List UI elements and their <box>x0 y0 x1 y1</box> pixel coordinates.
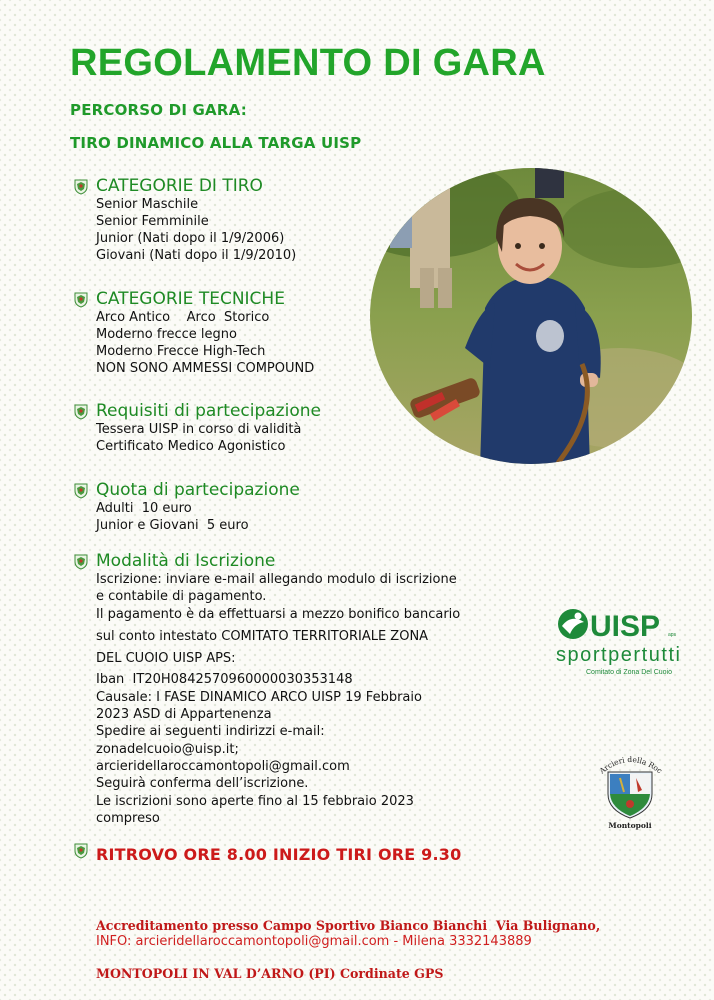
section-title: Requisiti di partecipazione <box>96 401 321 421</box>
uisp-aps-text: aps <box>668 632 677 638</box>
arcieri-logo-bottom-text: Montopoli <box>608 821 652 830</box>
section-line: Moderno Frecce High-Tech <box>96 344 266 359</box>
section-line: Senior Femminile <box>96 214 209 229</box>
section-line: NON SONO AMMESSI COMPOUND <box>96 361 315 376</box>
section-line: Iscrizione: inviare e-mail allegando modulo di iscrizione <box>96 572 457 587</box>
section-line: Causale: I FASE DINAMICO ARCO UISP 19 Febbraio <box>96 689 422 705</box>
section-line: Le iscrizioni sono aperte fino al 15 febbraio 2023 <box>96 793 414 809</box>
crest-bullet-icon <box>72 291 90 309</box>
section-line: Moderno frecce legno <box>96 327 237 342</box>
uisp-subtitle: Comitato di Zona Del Cuoio <box>586 669 672 676</box>
archer-child-photo <box>370 168 692 464</box>
subtitle-tiro: TIRO DINAMICO ALLA TARGA UISP <box>70 134 362 152</box>
section-title: CATEGORIE TECNICHE <box>96 289 285 309</box>
section-line: Spedire ai seguenti indirizzi e-mail: <box>96 724 325 740</box>
section-modalita-iscrizione <box>72 551 552 827</box>
email-link-arcieri[interactable]: arcieridellaroccamontopoli@gmail.com <box>96 758 350 774</box>
crest-bullet-icon <box>72 482 90 500</box>
uisp-tagline: sportpertutti <box>556 644 680 666</box>
crest-bullet-icon <box>72 553 90 571</box>
page-title: REGOLAMENTO DI GARA <box>70 42 546 84</box>
uisp-logo <box>556 604 686 682</box>
contact-info[interactable]: INFO: arcieridellaroccamontopoli@gmail.com - Milena 3332143889 <box>96 934 532 949</box>
arcieri-logo-top-text: Arcieri della Roc <box>597 754 665 776</box>
section-line: Junior (Nati dopo il 1/9/2006) <box>96 231 285 246</box>
section-line: Iban IT20H0842570960000030353148 <box>96 672 353 688</box>
crest-bullet-icon <box>72 178 90 196</box>
section-line: 2023 ASD di Appartenenza <box>96 707 272 723</box>
section-line: Il pagamento è da effettuarsi a mezzo bonifico bancario <box>96 606 461 622</box>
email-link-zonadelcuoio[interactable]: zonadelcuoio@uisp.it; <box>96 741 239 757</box>
section-line: Giovani (Nati dopo il 1/9/2010) <box>96 248 297 263</box>
accreditamento-line2: MONTOPOLI IN VAL D’ARNO (PI) Cordinate GPS <box>96 966 444 981</box>
section-line: Junior e Giovani 5 euro <box>96 518 249 533</box>
section-line: compreso <box>96 810 160 826</box>
section-line: sul conto intestato COMITATO TERRITORIALE ZONA <box>96 628 429 644</box>
section-line: Arco Antico Arco Storico <box>96 310 270 325</box>
section-line: Certificato Medico Agonistico <box>96 439 286 454</box>
section-quota <box>72 480 552 534</box>
section-title: CATEGORIE DI TIRO <box>96 176 263 196</box>
section-title: Quota di partecipazione <box>96 480 300 500</box>
ritrovo-orari: RITROVO ORE 8.00 INIZIO TIRI ORE 9.30 <box>96 845 462 864</box>
section-line: Seguirà conferma dell’iscrizione. <box>96 776 309 792</box>
crest-bullet-icon <box>72 403 90 421</box>
subtitle-percorso: PERCORSO DI GARA: <box>70 101 247 119</box>
uisp-brand-text: UISP <box>590 610 661 643</box>
crest-bullet-icon <box>72 842 90 860</box>
arcieri-della-rocca-logo <box>594 748 666 830</box>
section-line: DEL CUOIO UISP APS: <box>96 651 236 667</box>
section-line: Tessera UISP in corso di validità <box>96 422 302 437</box>
section-line: Senior Maschile <box>96 197 199 212</box>
accreditamento-line1: Accreditamento presso Campo Sportivo Bianco Bianchi Via Bulignano, <box>96 918 601 933</box>
section-title: Modalità di Iscrizione <box>96 551 276 571</box>
section-line: e contabile di pagamento. <box>96 589 267 605</box>
section-line: Adulti 10 euro <box>96 501 192 516</box>
